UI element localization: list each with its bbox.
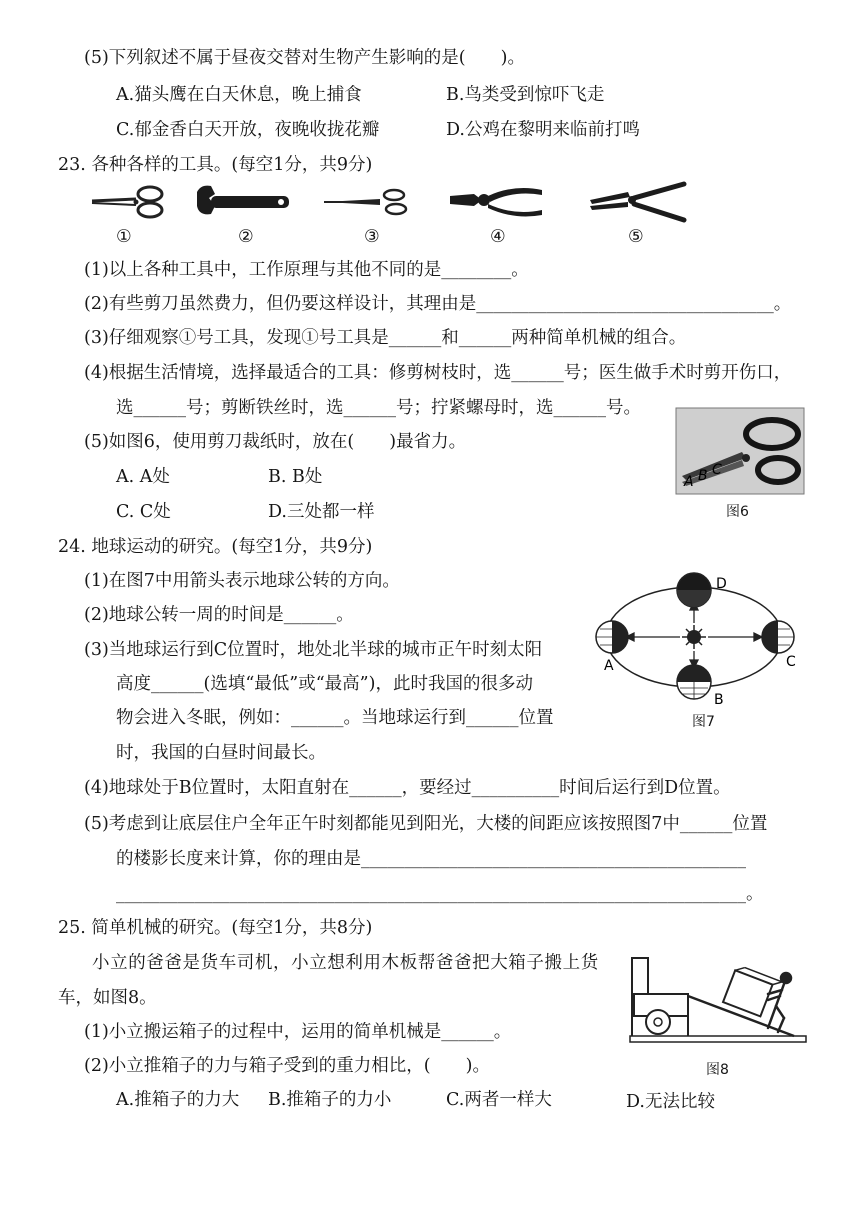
q22-5-option-b: B.鸟类受到惊吓飞走 bbox=[446, 85, 605, 105]
figure-6-caption: 图6 bbox=[726, 504, 749, 520]
q23-sub5: (5)如图6，使用剪刀裁纸时，放在( )最省力。 bbox=[84, 432, 467, 452]
tool-number-5: ⑤ bbox=[628, 227, 644, 247]
q24-sub4: (4)地球处于B位置时，太阳直射在______，要经过__________时间后运行到D位置。 bbox=[84, 778, 731, 798]
q24-sub2: (2)地球公转一周的时间是______。 bbox=[84, 605, 354, 625]
figure-6-label-b: B bbox=[698, 468, 708, 484]
tool-number-1: ① bbox=[116, 227, 132, 247]
tool-4-pliers-icon bbox=[448, 182, 544, 222]
orbit-label-c: C bbox=[786, 654, 796, 670]
q24-sub3-line3: 物会进入冬眠，例如：______。当地球运行到______位置 bbox=[116, 708, 554, 728]
tool-2-wrench-icon bbox=[195, 182, 291, 222]
figure-7-caption: 图7 bbox=[692, 714, 715, 730]
q22-5-option-c: C.郁金香白天开放，夜晚收拢花瓣 bbox=[116, 120, 380, 140]
q24-title: 24. 地球运动的研究。(每空1分，共9分) bbox=[58, 537, 373, 557]
q22-5-option-a: A.猫头鹰在白天休息，晚上捕食 bbox=[116, 85, 362, 105]
q25-intro-line1: 小立的爸爸是货车司机，小立想利用木板帮爸爸把大箱子搬上货 bbox=[92, 953, 599, 973]
q24-sub5-line2: 的楼影长度来计算，你的理由是____________________________________________ bbox=[116, 849, 746, 869]
earth-b-icon bbox=[677, 665, 711, 699]
q23-option-b: B. B处 bbox=[268, 467, 323, 487]
figure-7-earth-orbit-diagram bbox=[594, 568, 824, 708]
orbit-label-d: D bbox=[716, 576, 727, 592]
q23-title: 23. 各种各样的工具。(每空1分，共9分) bbox=[58, 155, 373, 175]
q23-sub1: (1)以上各种工具中，工作原理与其他不同的是________。 bbox=[84, 260, 529, 280]
q24-sub3-line1: (3)当地球运行到C位置时，地处北半球的城市正午时刻太阳 bbox=[84, 640, 543, 660]
q24-sub3-line2: 高度______(选填“最低”或“最高”)，此时我国的很多动 bbox=[116, 674, 533, 694]
sun-icon bbox=[682, 625, 706, 649]
q25-title: 25. 简单机械的研究。(每空1分，共8分) bbox=[58, 918, 373, 938]
earth-a-icon bbox=[596, 621, 628, 653]
tool-1-scissors-icon bbox=[90, 184, 170, 220]
earth-d-icon bbox=[677, 573, 711, 607]
tool-5-hedge-shears-icon bbox=[588, 180, 688, 224]
person-pushing-icon bbox=[768, 973, 791, 1032]
q24-sub3-line4: 时，我国的白昼时间最长。 bbox=[116, 743, 326, 763]
q23-sub2: (2)有些剪刀虽然费力，但仍要这样设计，其理由是__________________________________。 bbox=[84, 294, 792, 314]
tool-3-surgical-scissors-icon bbox=[322, 188, 412, 216]
q22-5-stem: (5)下列叙述不属于昼夜交替对生物产生影响的是( )。 bbox=[84, 48, 525, 68]
q22-5-option-d: D.公鸡在黎明来临前打鸣 bbox=[446, 120, 640, 140]
q25-sub2: (2)小立推箱子的力与箱子受到的重力相比，( )。 bbox=[84, 1056, 490, 1076]
figure-6-label-a: A bbox=[684, 474, 694, 490]
q24-sub1: (1)在图7中用箭头表示地球公转的方向。 bbox=[84, 571, 400, 591]
tool-number-2: ② bbox=[238, 227, 254, 247]
earth-c-icon bbox=[762, 621, 794, 653]
q23-sub3: (3)仔细观察①号工具，发现①号工具是______和______两种简单机械的组合。 bbox=[84, 328, 687, 348]
q24-sub5-line3: ________________________________________________________________________。 bbox=[116, 884, 764, 904]
tool-number-3: ③ bbox=[364, 227, 380, 247]
figure-8-caption: 图8 bbox=[706, 1062, 729, 1078]
q25-option-a: A.推箱子的力大 bbox=[116, 1090, 240, 1110]
orbit-label-a: A bbox=[604, 658, 614, 674]
q25-intro-line2: 车，如图8。 bbox=[58, 988, 157, 1008]
q25-sub1: (1)小立搬运箱子的过程中，运用的简单机械是______。 bbox=[84, 1022, 512, 1042]
q24-sub5-line1: (5)考虑到让底层住户全年正午时刻都能见到阳光，大楼的间距应该按照图7中______位置 bbox=[84, 814, 768, 834]
q23-sub4-line1: (4)根据生活情境，选择最适合的工具：修剪树枝时，选______号；医生做手术时剪开伤口， bbox=[84, 363, 792, 383]
figure-8-ramp-diagram bbox=[628, 948, 808, 1052]
q25-option-d: D.无法比较 bbox=[626, 1092, 715, 1112]
q23-option-a: A. A处 bbox=[116, 467, 170, 487]
q23-option-c: C. C处 bbox=[116, 502, 171, 522]
q25-option-b: B.推箱子的力小 bbox=[268, 1090, 392, 1110]
figure-6-scissors-photo bbox=[676, 408, 804, 494]
orbit-label-b: B bbox=[714, 692, 724, 708]
figure-6-label-c: C bbox=[712, 462, 722, 478]
q23-option-d: D.三处都一样 bbox=[268, 502, 375, 522]
q23-sub4-line2: 选______号；剪断铁丝时，选______号；拧紧螺母时，选______号。 bbox=[116, 398, 641, 418]
tool-number-4: ④ bbox=[490, 227, 506, 247]
q25-option-c: C.两者一样大 bbox=[446, 1090, 552, 1110]
